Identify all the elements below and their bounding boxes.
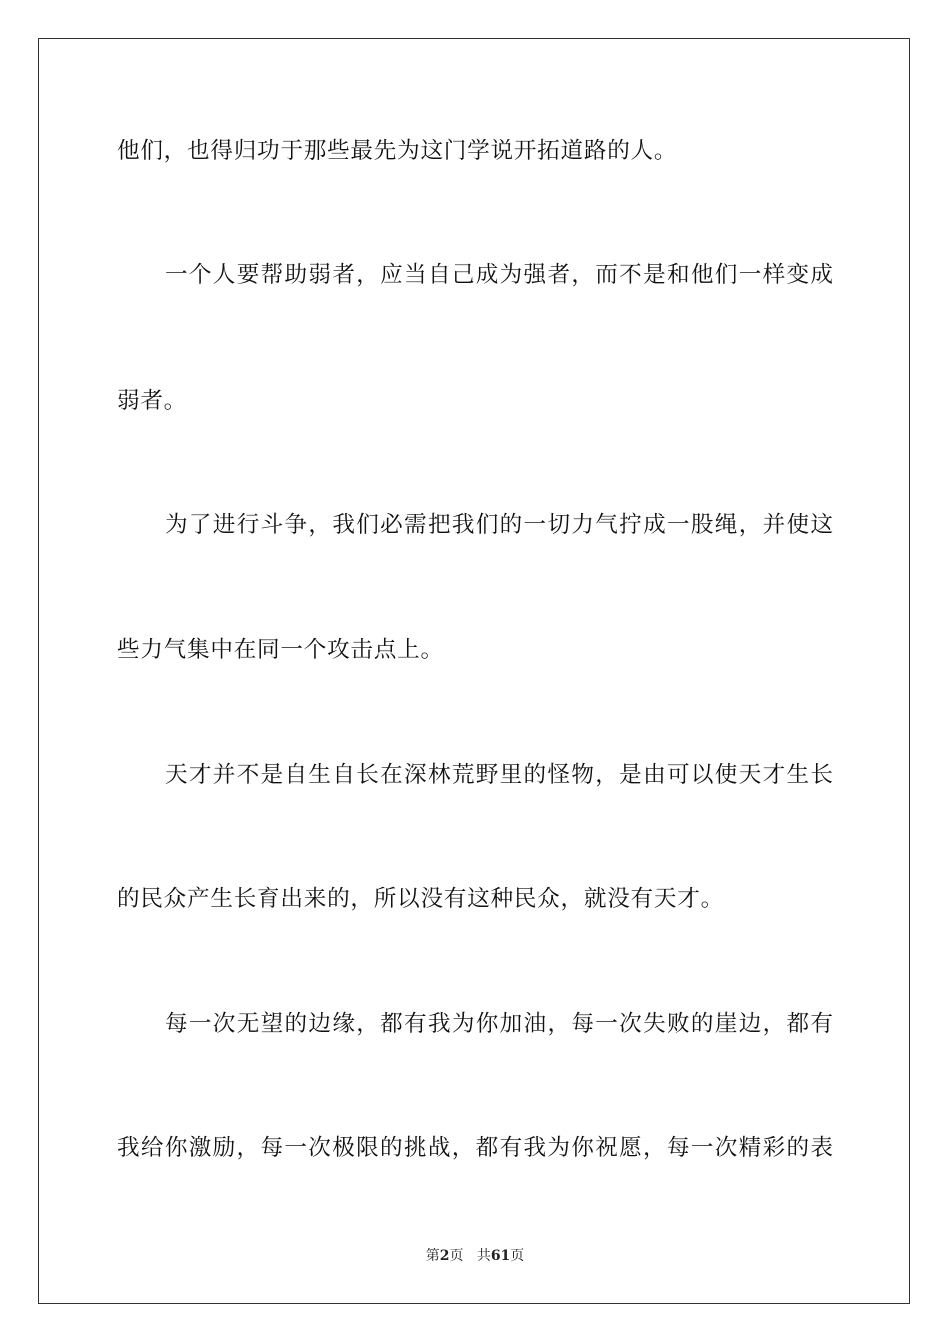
total-suffix: 页 — [510, 1248, 525, 1264]
text-line-3: 弱者。 — [117, 388, 188, 414]
page-number: 2 — [439, 1248, 450, 1264]
page-prefix: 第 — [425, 1248, 440, 1264]
text-line-9: 我给你激励，每一次极限的挑战，都有我为你祝愿，每一次精彩的表 — [117, 1135, 833, 1161]
text-line-5: 些力气集中在同一个攻击点上。 — [117, 637, 444, 663]
text-line-6: 天才并不是自生自长在深林荒野里的怪物，是由可以使天才生长 — [165, 762, 833, 788]
text-line-8: 每一次无望的边缘，都有我为你加油，每一次失败的崖边，都有 — [165, 1011, 833, 1037]
text-line-4: 为了进行斗争，我们必需把我们的一切力气拧成一股绳，并使这 — [165, 512, 833, 538]
page-footer — [0, 1247, 950, 1265]
total-pages: 61 — [490, 1248, 511, 1264]
total-prefix: 共 — [476, 1248, 491, 1264]
text-line-2: 一个人要帮助弱者，应当自己成为强者，而不是和他们一样变成 — [165, 262, 833, 288]
page-border — [38, 38, 910, 1304]
text-line-1: 他们，也得归功于那些最先为这门学说开拓道路的人。 — [117, 138, 678, 164]
page-suffix: 页 — [449, 1248, 464, 1264]
text-line-7: 的民众产生长育出来的，所以没有这种民众，就没有天才。 — [117, 886, 724, 912]
